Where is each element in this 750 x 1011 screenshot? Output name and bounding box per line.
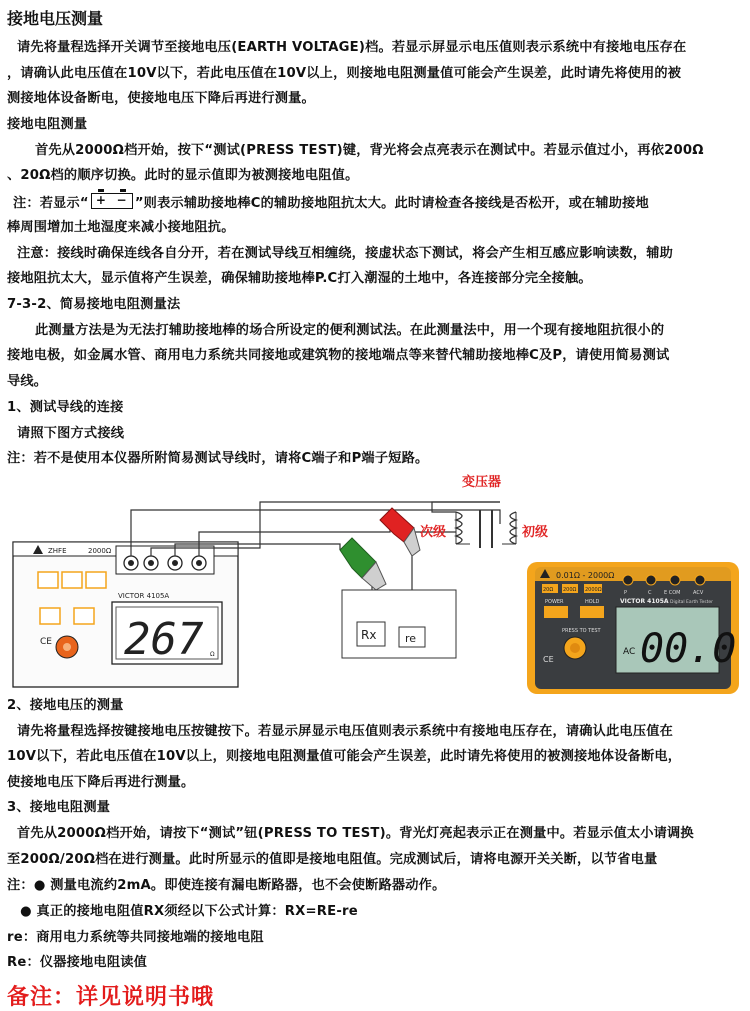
green-clip — [340, 538, 386, 590]
heading-voltage-measure: 2、接地电压的测量 — [7, 698, 124, 713]
paragraph-line: 接地电极，如金属水管、商用电力系统共同接地或建筑物的接地端点等来替代辅助接地棒C及P，请使用简易测试 — [7, 348, 670, 363]
paragraph-line: 注意：接线时确保连线各自分开，若在测试导线互相缠绕，接虚状态下测试，将会产生相互感应影响读数，辅助 — [17, 246, 673, 261]
terminal-ecom: E COM — [664, 590, 681, 596]
svg-text:VICTOR 4105A: VICTOR 4105A — [118, 592, 170, 600]
definition-re: re：商用电力系统等共同接地端的接地电阻 — [7, 930, 264, 945]
transformer-label: 变压器 — [462, 475, 502, 490]
press-to-test-label: PRESS TO TEST — [562, 628, 601, 634]
note-formula: ● 真正的接地电阻值RX须经以下公式计算：RX=RE-re — [20, 904, 358, 919]
note-current: 注：● 测量电流约2mA。即使连接有漏电断路器，也不会使断路器动作。 — [7, 878, 446, 893]
primary-label: 初级 — [522, 525, 549, 540]
paragraph-line: 10V以下，若此电压值在10V以上，则接地电阻测量值可能会产生误差，此时请先将使用的被测接地体设备断电， — [7, 749, 682, 764]
battery-icon: + − — [91, 193, 133, 209]
paragraph-line: 请先将量程选择按键接地电压按键按下。若显示屏显示电压值则表示系统中有接地电压存在，请确认此电压值在 — [17, 724, 673, 739]
terminal-c: C — [648, 590, 652, 596]
paragraph-line: 此测量方法是为无法打辅助接地棒的场合所设定的便利测试法。在此测量法中，用一个现有接地阻抗很小的 — [35, 323, 665, 338]
note-battery — [13, 193, 649, 213]
power-label: POWER — [545, 599, 564, 605]
paragraph-line: 首先从2000Ω档开始，请按下“测试”钮(PRESS TO TEST)。背光灯亮起表示正在测量中。若显示值太小请调换 — [17, 826, 694, 841]
remark: 备注：详见说明书哦 — [7, 985, 215, 1010]
rx-label: Rx — [361, 628, 377, 642]
svg-text:Ω: Ω — [210, 651, 215, 658]
right-model-sub: Digital Earth Tester — [670, 600, 714, 605]
paragraph-line: 请先将量程选择开关调节至接地电压(EARTH VOLTAGE)档。若显示屏显示电压值则表示系统中有接地电压存在 — [17, 40, 687, 55]
paragraph-line: 请照下图方式接线 — [17, 426, 125, 441]
section-title: 接地电压测量 — [7, 9, 104, 28]
secondary-label: 次级 — [420, 525, 447, 540]
paragraph-line: 测接地体设备断电，使接地电压下降后再进行测量。 — [7, 91, 315, 106]
range-text: 0.01Ω - 2000Ω — [556, 571, 615, 580]
range-20: 20Ω — [543, 587, 554, 593]
definition-Re: Re：仪器接地电阻读值 — [7, 955, 147, 970]
right-brand: VICTOR 4105A — [620, 598, 669, 605]
right-lcd-reading: 00.0 — [640, 626, 737, 672]
paragraph-line: ，请确认此电压值在10V以下，若此电压值在10V以上，则接地电阻测量值可能会产生误差，此时请先将使用的被 — [7, 66, 682, 81]
wiring-diagram — [0, 472, 750, 697]
left-lcd-reading: 267 — [124, 614, 204, 665]
re-label: re — [405, 632, 417, 645]
heading-resistance: 接地电阻测量 — [7, 117, 88, 132]
right-ac: AC — [623, 647, 636, 657]
right-instrument — [527, 562, 739, 694]
terminal-p: P — [624, 590, 628, 596]
left-instrument — [13, 542, 238, 687]
heading-resistance-measure: 3、接地电阻测量 — [7, 800, 111, 815]
paragraph-line: 首先从2000Ω档开始，按下“测试(PRESS TEST)键，背光将会点亮表示在测试中。若显示值过小，再依200Ω — [35, 143, 704, 158]
note-suffix: ”则表示辅助接地棒C的辅助接地阻抗太大。此时请检查各接线是否松开，或在辅助接地 — [134, 196, 649, 211]
svg-text:ZHFE: ZHFE — [48, 547, 67, 555]
range-200: 200Ω — [563, 587, 577, 593]
transformer-icon — [456, 510, 516, 548]
paragraph-line: 棒周围增加土地湿度来减小接地阻抗。 — [7, 220, 235, 235]
heading-leads: 1、测试导线的连接 — [7, 400, 124, 415]
svg-text:2000Ω: 2000Ω — [88, 547, 112, 555]
paragraph-line: 至200Ω/20Ω档在进行测量。此时所显示的值即是接地电阻值。完成测试后，请将电源开关关断，以节省电量 — [7, 852, 658, 867]
note-prefix: 注：若显示“ — [13, 196, 89, 211]
note-leads: 注：若不是使用本仪器所附简易测试导线时，请将C端子和P端子短路。 — [7, 451, 429, 466]
svg-text:CE: CE — [40, 637, 52, 647]
paragraph-line: 导线。 — [7, 374, 48, 389]
paragraph-line: 接地阻抗太大，显示值将产生误差，确保辅助接地棒P.C打入潮湿的土地中，各连接部分完全接触。 — [7, 271, 592, 286]
paragraph-line: 、20Ω档的顺序切换。此时的显示值即为被测接地电阻值。 — [7, 168, 359, 183]
svg-text:CE: CE — [543, 655, 554, 664]
range-2000: 2000Ω — [585, 587, 602, 593]
paragraph-line: 使接地电压下降后再进行测量。 — [7, 775, 195, 790]
heading-simple-method: 7-3-2、简易接地电阻测量法 — [7, 297, 181, 312]
terminal-acv: ACV — [693, 590, 704, 596]
hold-label: HOLD — [585, 599, 600, 605]
